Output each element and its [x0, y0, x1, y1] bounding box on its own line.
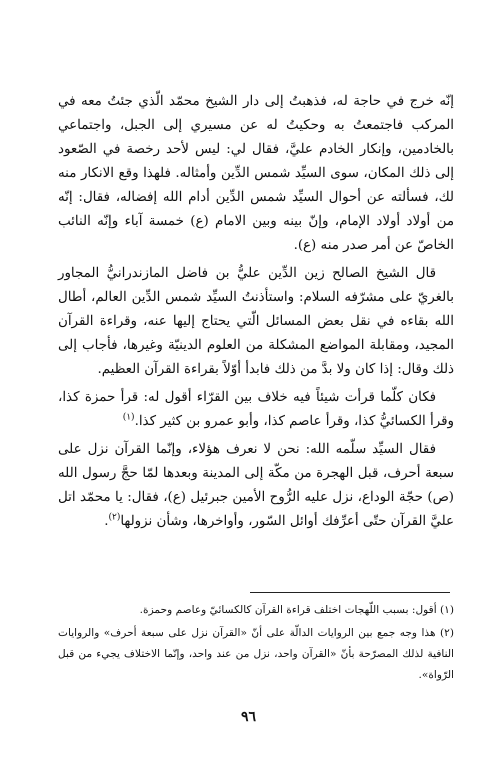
paragraph-2: قال الشيخ الصالح زين الدِّين عليُّ بن فاضل المازندرانيُّ المجاور بالغريّ على مشرّفه السلام: واستأذنتُ السيِّد شمس الدِّين العالم، أطال الله بقاءه في نقل بعض المسائل الّتي يحتاج إليها عنه، وقراءة القرآن المجيد، ومقابلة المواضع المشكلة من العلوم الدينيّة وغيرها، فأجاب إلى ذلك وقال: إذا كان ولا بدَّ من ذلك فابدأ أوّلاً بقراءة القرآن العظيم. — [58, 266, 454, 377]
page-number: ٩٦ — [240, 709, 257, 725]
paragraph-4-text: فقال السيِّد سلّمه الله: نحن لا نعرف هؤلاء، وإنّما القرآن نزل على سبعة أحرف، قبل الهجرة من مكّة إلى المدينة وبعدها لمّا حجَّ رسول الله (ص) حجّة الوداع، نزل عليه الرُّوح الأمين جبرئيل (ع)، فقال: يا محمّد اتل عليَّ القرآن حتّى أعرِّفك أوائل السّور، وأواخرها، وشأن نزولها — [58, 442, 454, 529]
footnotes — [58, 600, 454, 688]
footnote-divider — [250, 592, 450, 593]
footnote-1: (١) أقول: بسبب اللّهجات اختلف قراءة القرآن كالكسائيّ وعاصم وحمزة. — [139, 604, 454, 616]
footnote-ref-1: (١) — [122, 412, 135, 423]
paragraph-1: إنّه خرج في حاجة له، فذهبتُ إلى دار الشيخ محمّد الّذي جئتُ معه في المركب فاجتمعتُ به وحكيتُ له عن مسيري إلى الجبل، واجتماعي بالخادمين، وإنكار الخادم عليَّ، فقال لي: ليس لأحد رخصة في الصّعود إلى ذلك المكان، سوى السيِّد شمس الدِّين وأمثاله. فلهذا وقع الانكار منه لك، فسألته عن أحوال السيِّد شمس الدِّين أدام الله إفضاله، فقال: إنّه من أولاد أولاد الإمام، وإنّ بينه وبين الامام (ع) خمسة آباء وإنّه النائب الخاصّ عن أمر صدر منه (ع). — [58, 94, 454, 253]
footnote-2: (٢) هذا وجه جمع بين الروايات الدالّة على أنّ «القرآن نزل على سبعة أحرف» والروايات النافية لذلك المصرّحة بأنّ «القرآن واحد، نزل من عند واحد، وإنّما الاختلاف يجيء من قبل الرّواة». — [58, 627, 454, 681]
paragraph-3 — [58, 386, 454, 434]
paragraph-4 — [58, 438, 454, 534]
main-text — [58, 90, 454, 534]
paragraph-3-text: فكان كلّما قرأت شيئاً فيه خلاف بين القرّاء أقول له: قرأ حمزة كذا، وقرأ الكسائيُّ كذا، وقرأ عاصم كذا، وأبو عمرو بن كثير كذا. — [58, 390, 454, 429]
footnote-ref-2: (٢) — [108, 512, 121, 523]
paragraph-4-end: . — [104, 514, 109, 529]
